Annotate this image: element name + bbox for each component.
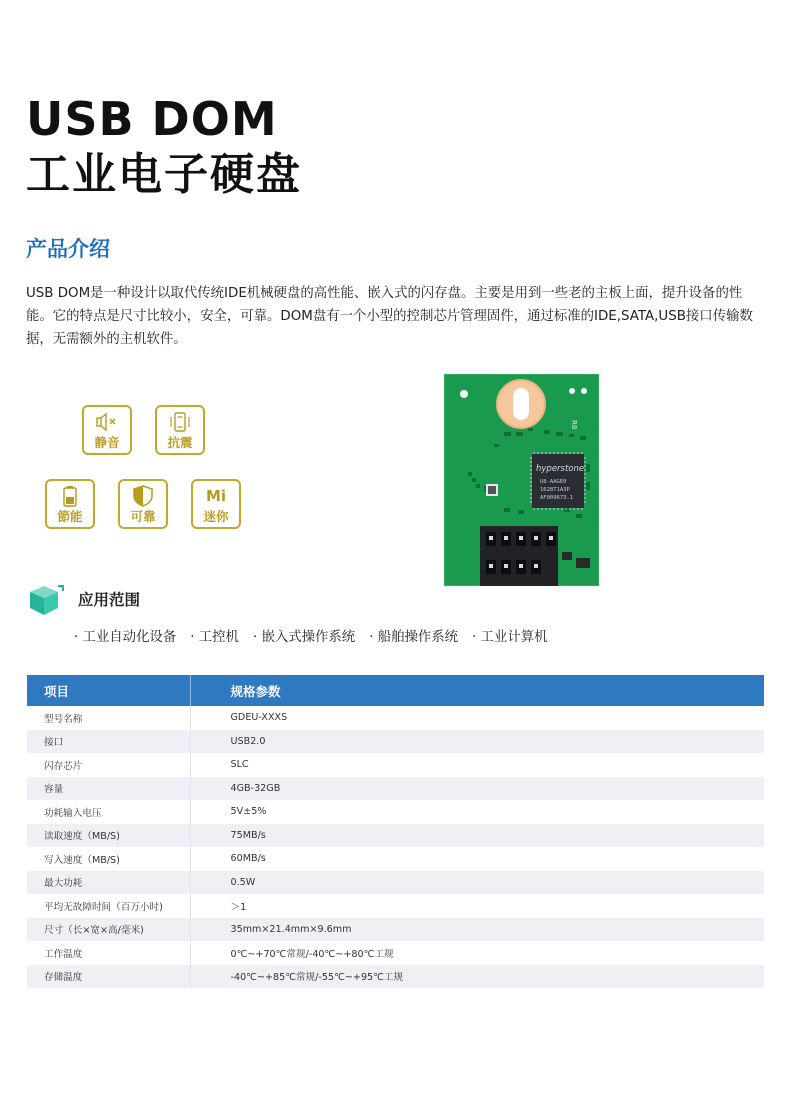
spec-item: 最大功耗 xyxy=(27,871,190,895)
page-title-cn: 工业电子硬盘 xyxy=(26,149,302,200)
spec-header-value: 规格参数 xyxy=(190,675,764,706)
spec-value: GDEU-XXXS xyxy=(190,706,764,730)
spec-value: 60MB/s xyxy=(190,847,764,871)
table-row xyxy=(27,894,764,918)
spec-value: -40℃~+85℃常规/-55℃~+95℃工规 xyxy=(190,965,764,989)
spec-value: 0℃~+70℃常规/-40℃~+80℃工规 xyxy=(190,941,764,965)
spec-value: 5V±5% xyxy=(190,800,764,824)
spec-header-item: 项目 xyxy=(27,675,190,706)
application-item: · 船舶操作系统 xyxy=(369,630,459,645)
intro-section-title: 产品介绍 xyxy=(26,237,110,261)
feature-label: 抗震 xyxy=(167,434,193,450)
table-row xyxy=(27,965,764,989)
application-item: · 工业自动化设备 xyxy=(74,630,177,645)
table-row xyxy=(27,777,764,801)
feature-reliable xyxy=(118,479,168,529)
mini-mark: Mi xyxy=(205,486,227,505)
spec-value: 75MB/s xyxy=(190,824,764,848)
table-row xyxy=(27,824,764,848)
feature-mute xyxy=(82,405,132,455)
spec-item: 工作温度 xyxy=(27,941,190,965)
shockproof-device-icon xyxy=(167,411,193,433)
table-row xyxy=(27,918,764,942)
spec-item: 功耗输入电压 xyxy=(27,800,190,824)
table-row xyxy=(27,847,764,871)
feature-energy-saving xyxy=(45,479,95,529)
chip-line-3: AF009673.1 xyxy=(540,495,574,501)
application-item: · 工业计算机 xyxy=(472,630,548,645)
page-title-en: USB DOM xyxy=(26,92,278,146)
spec-value: ＞1 xyxy=(190,894,764,918)
application-item: · 工控机 xyxy=(190,630,239,645)
feature-shockproof xyxy=(155,405,205,455)
chip-brand: hyperstone xyxy=(536,464,585,474)
application-box-icon xyxy=(27,583,65,617)
spec-item: 型号名称 xyxy=(27,706,190,730)
shield-icon xyxy=(130,485,156,507)
spec-value: USB2.0 xyxy=(190,730,764,754)
spec-table xyxy=(27,675,764,988)
table-row xyxy=(27,730,764,754)
spec-item: 闪存芯片 xyxy=(27,753,190,777)
spec-item: 读取速度（MB/S) xyxy=(27,824,190,848)
intro-paragraph: USB DOM是一种设计以取代传统IDE机械硬盘的高性能、嵌入式的闪存盘。主要是用到一些老的主板上面，提升设备的性能。它的特点是尺寸比较小，安全，可靠。DOM盘有一个小型的控制芯片管理固件，通过标准的IDE,SATA,USB接口传输数据，无需额外的主机软件。 xyxy=(26,286,753,347)
chip-line-1: U8-AAGE0 xyxy=(540,479,567,485)
table-row xyxy=(27,941,764,965)
feature-label: 可靠 xyxy=(130,508,156,524)
mute-speaker-icon xyxy=(94,411,120,433)
spec-item: 写入速度（MB/S) xyxy=(27,847,190,871)
spec-item: 容量 xyxy=(27,777,190,801)
battery-icon xyxy=(57,485,83,507)
spec-item: 平均无故障时间（百万小时) xyxy=(27,894,190,918)
table-row xyxy=(27,753,764,777)
feature-label: 静音 xyxy=(94,434,120,450)
spec-value: 0.5W xyxy=(190,871,764,895)
spec-item: 接口 xyxy=(27,730,190,754)
board-mark: R8 xyxy=(570,420,578,430)
feature-label: 節能 xyxy=(57,508,83,524)
applications-list xyxy=(74,627,562,649)
chip-line-2: 1628T1A3P xyxy=(540,487,570,493)
feature-label: 迷你 xyxy=(203,508,229,524)
feature-mini xyxy=(191,479,241,529)
spec-item: 尺寸（长×宽×高/毫米) xyxy=(27,918,190,942)
product-image xyxy=(444,374,599,586)
applications-title: 应用范围 xyxy=(78,591,141,609)
spec-value: 35mm×21.4mm×9.6mm xyxy=(190,918,764,942)
spec-value: SLC xyxy=(190,753,764,777)
table-row xyxy=(27,800,764,824)
spec-item: 存储温度 xyxy=(27,965,190,989)
spec-value: 4GB-32GB xyxy=(190,777,764,801)
spec-table-header xyxy=(27,675,764,706)
table-row xyxy=(27,871,764,895)
application-item: · 嵌入式操作系统 xyxy=(252,630,356,645)
mini-icon xyxy=(206,485,226,507)
table-row xyxy=(27,706,764,730)
